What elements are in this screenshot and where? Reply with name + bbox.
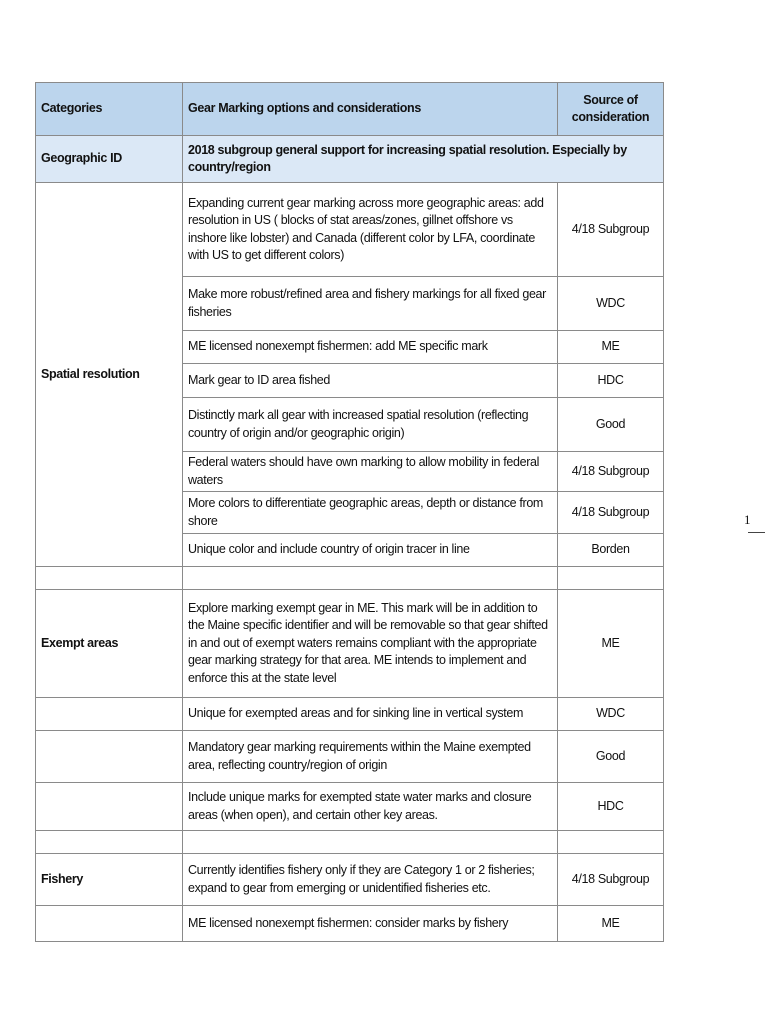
source-cell: WDC — [558, 698, 664, 731]
source-cell: ME — [558, 906, 664, 942]
source-cell: Good — [558, 731, 664, 783]
option-cell: Unique for exempted areas and for sinking line in vertical system — [183, 698, 558, 731]
category-geographic: Geographic ID — [36, 136, 183, 183]
category-exempt: Exempt areas — [36, 590, 183, 698]
option-cell: Make more robust/refined area and fishery markings for all fixed gear fisheries — [183, 277, 558, 331]
table-row — [36, 183, 664, 277]
source-cell: WDC — [558, 277, 664, 331]
option-cell: Explore marking exempt gear in ME. This mark will be in addition to the Maine specific identifier and will be removable so that gear shifted in and out of exempt waters remains compliant with the appropriate gear marking strategy for that area. ME intends to implement and enforce this at the state level — [183, 590, 558, 698]
gear-marking-table — [35, 82, 664, 942]
option-cell: Unique color and include country of origin tracer in line — [183, 534, 558, 567]
source-cell: 4/18 Subgroup — [558, 854, 664, 906]
table-row — [36, 590, 664, 698]
source-cell: HDC — [558, 364, 664, 398]
source-cell: 4/18 Subgroup — [558, 183, 664, 277]
source-cell: 4/18 Subgroup — [558, 492, 664, 534]
source-cell: 4/18 Subgroup — [558, 452, 664, 492]
geographic-row — [36, 136, 664, 183]
page-number-underline — [748, 532, 765, 533]
source-cell: HDC — [558, 783, 664, 831]
option-cell: Expanding current gear marking across more geographic areas: add resolution in US ( blocks of stat areas/zones, gillnet offshore vs inshore like lobster) and Canada (different color by LFA, coordinate with US to get different colors) — [183, 183, 558, 277]
table-row — [36, 731, 664, 783]
header-categories: Categories — [36, 83, 183, 136]
header-row — [36, 83, 664, 136]
option-cell: ME licensed nonexempt fishermen: consider marks by fishery — [183, 906, 558, 942]
source-cell: Good — [558, 398, 664, 452]
spacer-row — [36, 831, 664, 854]
option-cell: Mandatory gear marking requirements within the Maine exempted area, reflecting country/region of origin — [183, 731, 558, 783]
source-cell: ME — [558, 331, 664, 364]
table-row — [36, 854, 664, 906]
page-number: 1 — [744, 512, 751, 527]
category-spatial: Spatial resolution — [36, 183, 183, 567]
source-cell: Borden — [558, 534, 664, 567]
table-row — [36, 906, 664, 942]
header-options: Gear Marking options and considerations — [183, 83, 558, 136]
option-cell: Include unique marks for exempted state water marks and closure areas (when open), and certain other key areas. — [183, 783, 558, 831]
table-row — [36, 698, 664, 731]
spacer-row — [36, 567, 664, 590]
option-cell: Mark gear to ID area fished — [183, 364, 558, 398]
option-cell: Currently identifies fishery only if they are Category 1 or 2 fisheries; expand to gear from emerging or unidentified fisheries etc. — [183, 854, 558, 906]
category-fishery: Fishery — [36, 854, 183, 906]
table-row — [36, 783, 664, 831]
option-cell: Distinctly mark all gear with increased spatial resolution (reflecting country of origin and/or geographic origin) — [183, 398, 558, 452]
option-cell: Federal waters should have own marking to allow mobility in federal waters — [183, 452, 558, 492]
option-cell: ME licensed nonexempt fishermen: add ME specific mark — [183, 331, 558, 364]
source-cell: ME — [558, 590, 664, 698]
geographic-text: 2018 subgroup general support for increasing spatial resolution. Especially by country/region — [183, 136, 664, 183]
option-cell: More colors to differentiate geographic areas, depth or distance from shore — [183, 492, 558, 534]
header-source: Source of consideration — [558, 83, 664, 136]
